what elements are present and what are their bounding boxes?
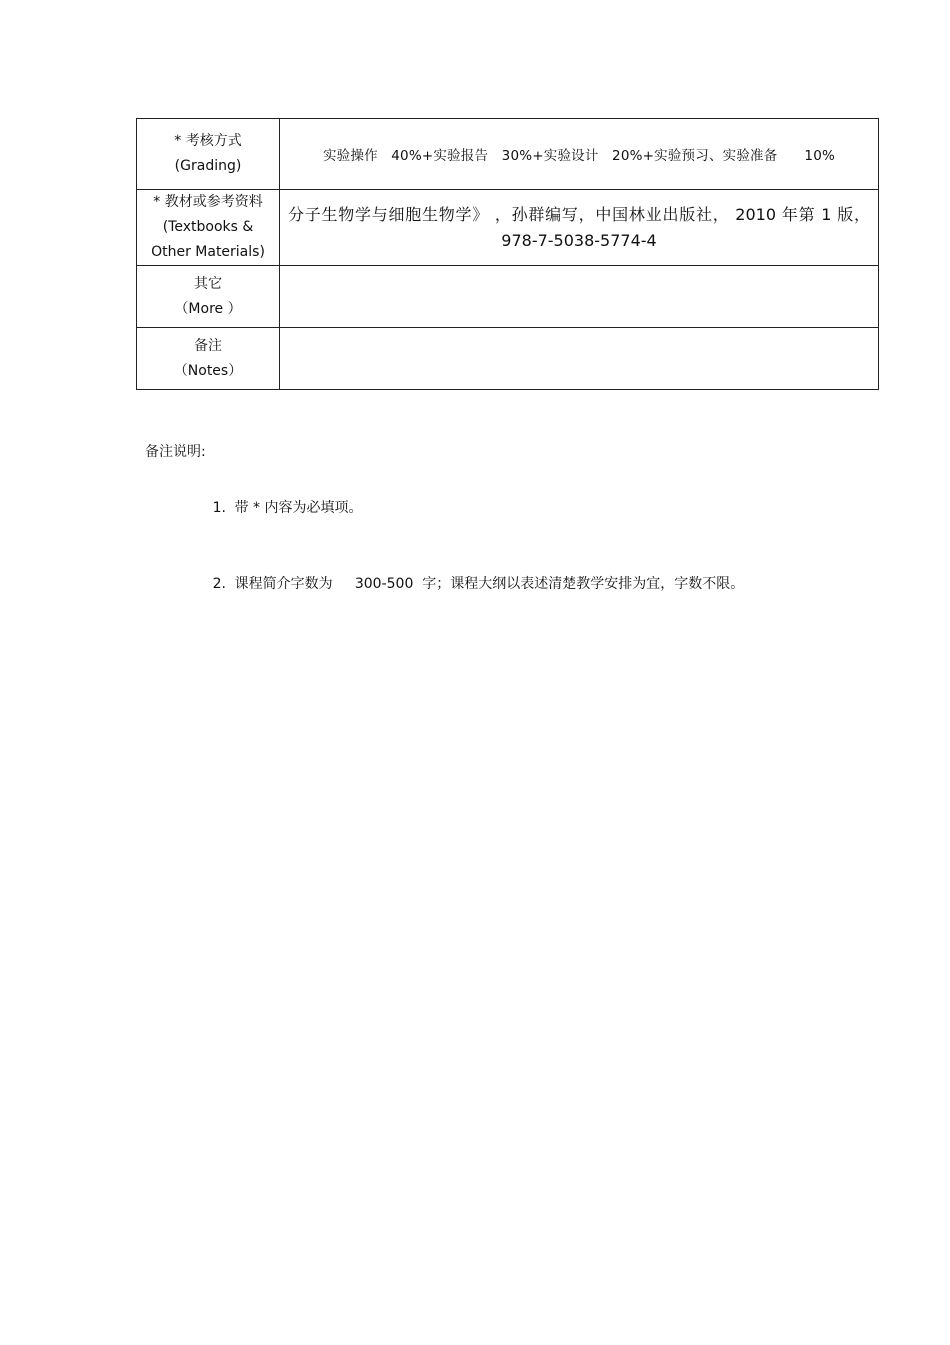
more-label-zh: 其它 [194,275,222,292]
list-item-number: 1. [212,500,226,516]
list-item-text: 课程简介字数为 300-500 字；课程大纲以表述清楚教学安排为宜，字数不限。 [234,576,745,592]
list-item [145,551,744,617]
grading-label-cell [137,119,280,190]
grading-value-cell [280,119,879,190]
table-row-more [137,266,879,328]
list-item-number: 2. [212,576,226,592]
list-item [145,475,744,541]
notes-label-cell [137,328,280,390]
grading-label-en: (Grading) [174,158,242,174]
grading-label-zh: * 考核方式 [174,133,242,149]
notes-value-cell [280,328,879,390]
remarks-section [145,441,744,627]
notes-label-en: （Notes） [173,362,243,379]
table-row-notes [137,328,879,390]
textbooks-value: 分子生物学与细胞生物学》 ，孙群编写，中国林业出版社， 2010 年第 1 版，978-7-5038-5774-4 [288,204,870,250]
remarks-list [145,475,744,617]
table-row-textbooks [137,190,879,266]
notes-label-zh: 备注 [194,337,222,354]
list-item-text: 带 * 内容为必填项。 [234,500,363,516]
more-value-cell [280,266,879,328]
grading-value: 实验操作 40%+实验报告 30%+实验设计 20%+实验预习、实验准备 10% [322,148,836,164]
more-label-cell [137,266,280,328]
textbooks-value-cell [280,190,879,266]
course-info-table [136,118,879,390]
textbooks-label-en-1: (Textbooks & [162,219,254,235]
remarks-title: 备注说明: [145,444,206,460]
table-row-grading [137,119,879,190]
textbooks-label-en-2: Other Materials) [151,244,265,260]
textbooks-label-zh: * 教材或参考资料 [153,194,263,210]
more-label-en: （More ） [174,300,242,317]
textbooks-label-cell [137,190,280,266]
